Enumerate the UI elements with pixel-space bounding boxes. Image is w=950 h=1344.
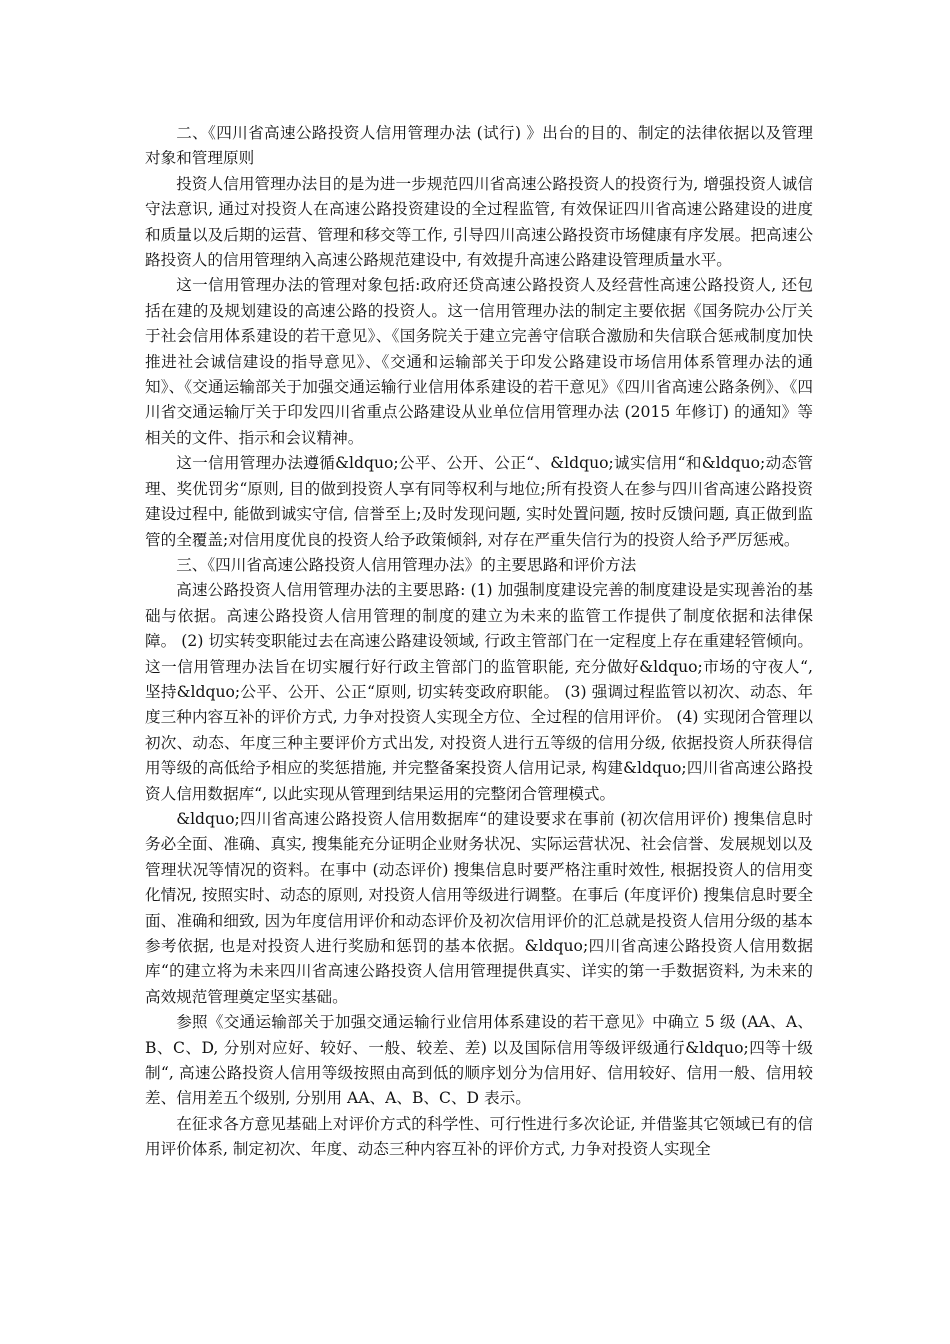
paragraph-database: &ldquo;四川省高速公路投资人信用数据库“的建设要求在事前 (初次信用评价) 搜集信息时务必全面、准确、真实, 搜集能充分证明企业财务状况、实际运营状况、社会信誉、发展规划以及管理状况等情况的资料。在事中 (动态评价) 搜集信息时要严格注重时效性, 根据投资人的信用变化情况, 按照实时、动态的原则, 对投资人信用等级进行调整。在事后 (年度评价) 搜集信息时要全面、准确和细致, 因为年度信用评价和动态评价及初次信用评价的汇总就是投资人信用分级的基本参考依据, 也是对投资人进行奖励和惩罚的基本依据。&ldquo;四川省高速公路投资人信用数据库“的建立将为未来四川省高速公路投资人信用管理提供真实、详实的第一手数据资料, 为未来的高效规范管理奠定坚实基础。 [145,809,813,1006]
paragraph-main-ideas: 高速公路投资人信用管理办法的主要思路: (1) 加强制度建设完善的制度建设是实现善治的基础与依据。高速公路投资人信用管理的制度的建立为未来的监管工作提供了制度依据和法律保障。 (2) 切实转变职能过去在高速公路建设领域, 行政主管部门在一定程度上存在重建轻管倾向。这一信用管理办法旨在切实履行好行政主管部门的监管职能, 充分做好&ldquo;市场的守夜人“, 坚持&ldquo;公平、公开、公正“原则, 切实转变政府职能。 (3) 强调过程监管以初次、动态、年度三种内容互补的评价方式, 力争对投资人实现全方位、全过程的信用评价。 (4) 实现闭合管理以初次、动态、年度三种主要评价方式出发, 对投资人进行五等级的信用分级, 依据投资人所获得信用等级的高低给予相应的奖惩措施, 并完整备案投资人信用记录, 构建&ldquo;四川省高速公路投资人信用数据库“, 以此实现从管理到结果运用的完整闭合管理模式。 [145,581,813,803]
paragraph-purpose: 投资人信用管理办法目的是为进一步规范四川省高速公路投资人的投资行为, 增强投资人诚信守法意识, 通过对投资人在高速公路投资建设的全过程监管, 有效保证四川省高速公路建设的进度和质量以及后期的运营、管理和移交等工作, 引导四川高速公路投资市场健康有序发展。把高速公路投资人的信用管理纳入高速公路规范建设中, 有效提升高速公路建设管理质量水平。 [145,174,813,270]
section-heading-3: 三、《四川省高速公路投资人信用管理办法》的主要思路和评价方法 [176,555,637,574]
document-body [145,121,813,1163]
paragraph-scope-basis: 这一信用管理办法的管理对象包括:政府还贷高速公路投资人及经营性高速公路投资人, 还包括在建的及规划建设的高速公路的投资人。这一信用管理办法的制定主要依据《国务院办公厅关于社会信用体系建设的若干意见》、《国务院关于建立完善守信联合激励和失信联合惩戒制度加快推进社会诚信建设的指导意见》、《交通和运输部关于印发公路建设市场信用体系管理办法的通知》、《交通运输部关于加强交通运输行业信用体系建设的若干意见》《四川省高速公路条例》、《四川省交通运输厅关于印发四川省重点公路建设从业单位信用管理办法 (2015 年修订) 的通知》等相关的文件、指示和会议精神。 [145,276,813,447]
paragraph-principles: 这一信用管理办法遵循&ldquo;公平、公开、公正“、&ldquo;诚实信用“和&ldquo;动态管理、奖优罚劣“原则, 目的做到投资人享有同等权利与地位;所有投资人在参与四川省高速公路投资建设过程中, 能做到诚实守信, 信誉至上;及时发现问题, 实时处置问题, 按时反馈问题, 真正做到监管的全覆盖;对信用度优良的投资人给予政策倾斜, 对存在严重失信行为的投资人给予严厉惩戒。 [145,454,813,549]
paragraph-credit-levels: 参照《交通运输部关于加强交通运输行业信用体系建设的若干意见》中确立 5 级 (AA、A、B、C、D, 分别对应好、较好、一般、较差、差) 以及国际信用等级评级通行&ldquo;四等十级制“, 高速公路投资人信用等级按照由高到低的顺序划分为信用好、信用较好、信用一般、信用较差、信用差五个级别, 分别用 AA、A、B、C、D 表示。 [145,1013,813,1108]
paragraph-evaluation-methods: 在征求各方意见基础上对评价方式的科学性、可行性进行多次论证, 并借鉴其它领域已有的信用评价体系, 制定初次、年度、动态三种内容互补的评价方式, 力争对投资人实现全 [145,1114,813,1159]
section-heading-2: 二、《四川省高速公路投资人信用管理办法 (试行) 》出台的目的、制定的法律依据以及管理对象和管理原则 [145,124,813,168]
